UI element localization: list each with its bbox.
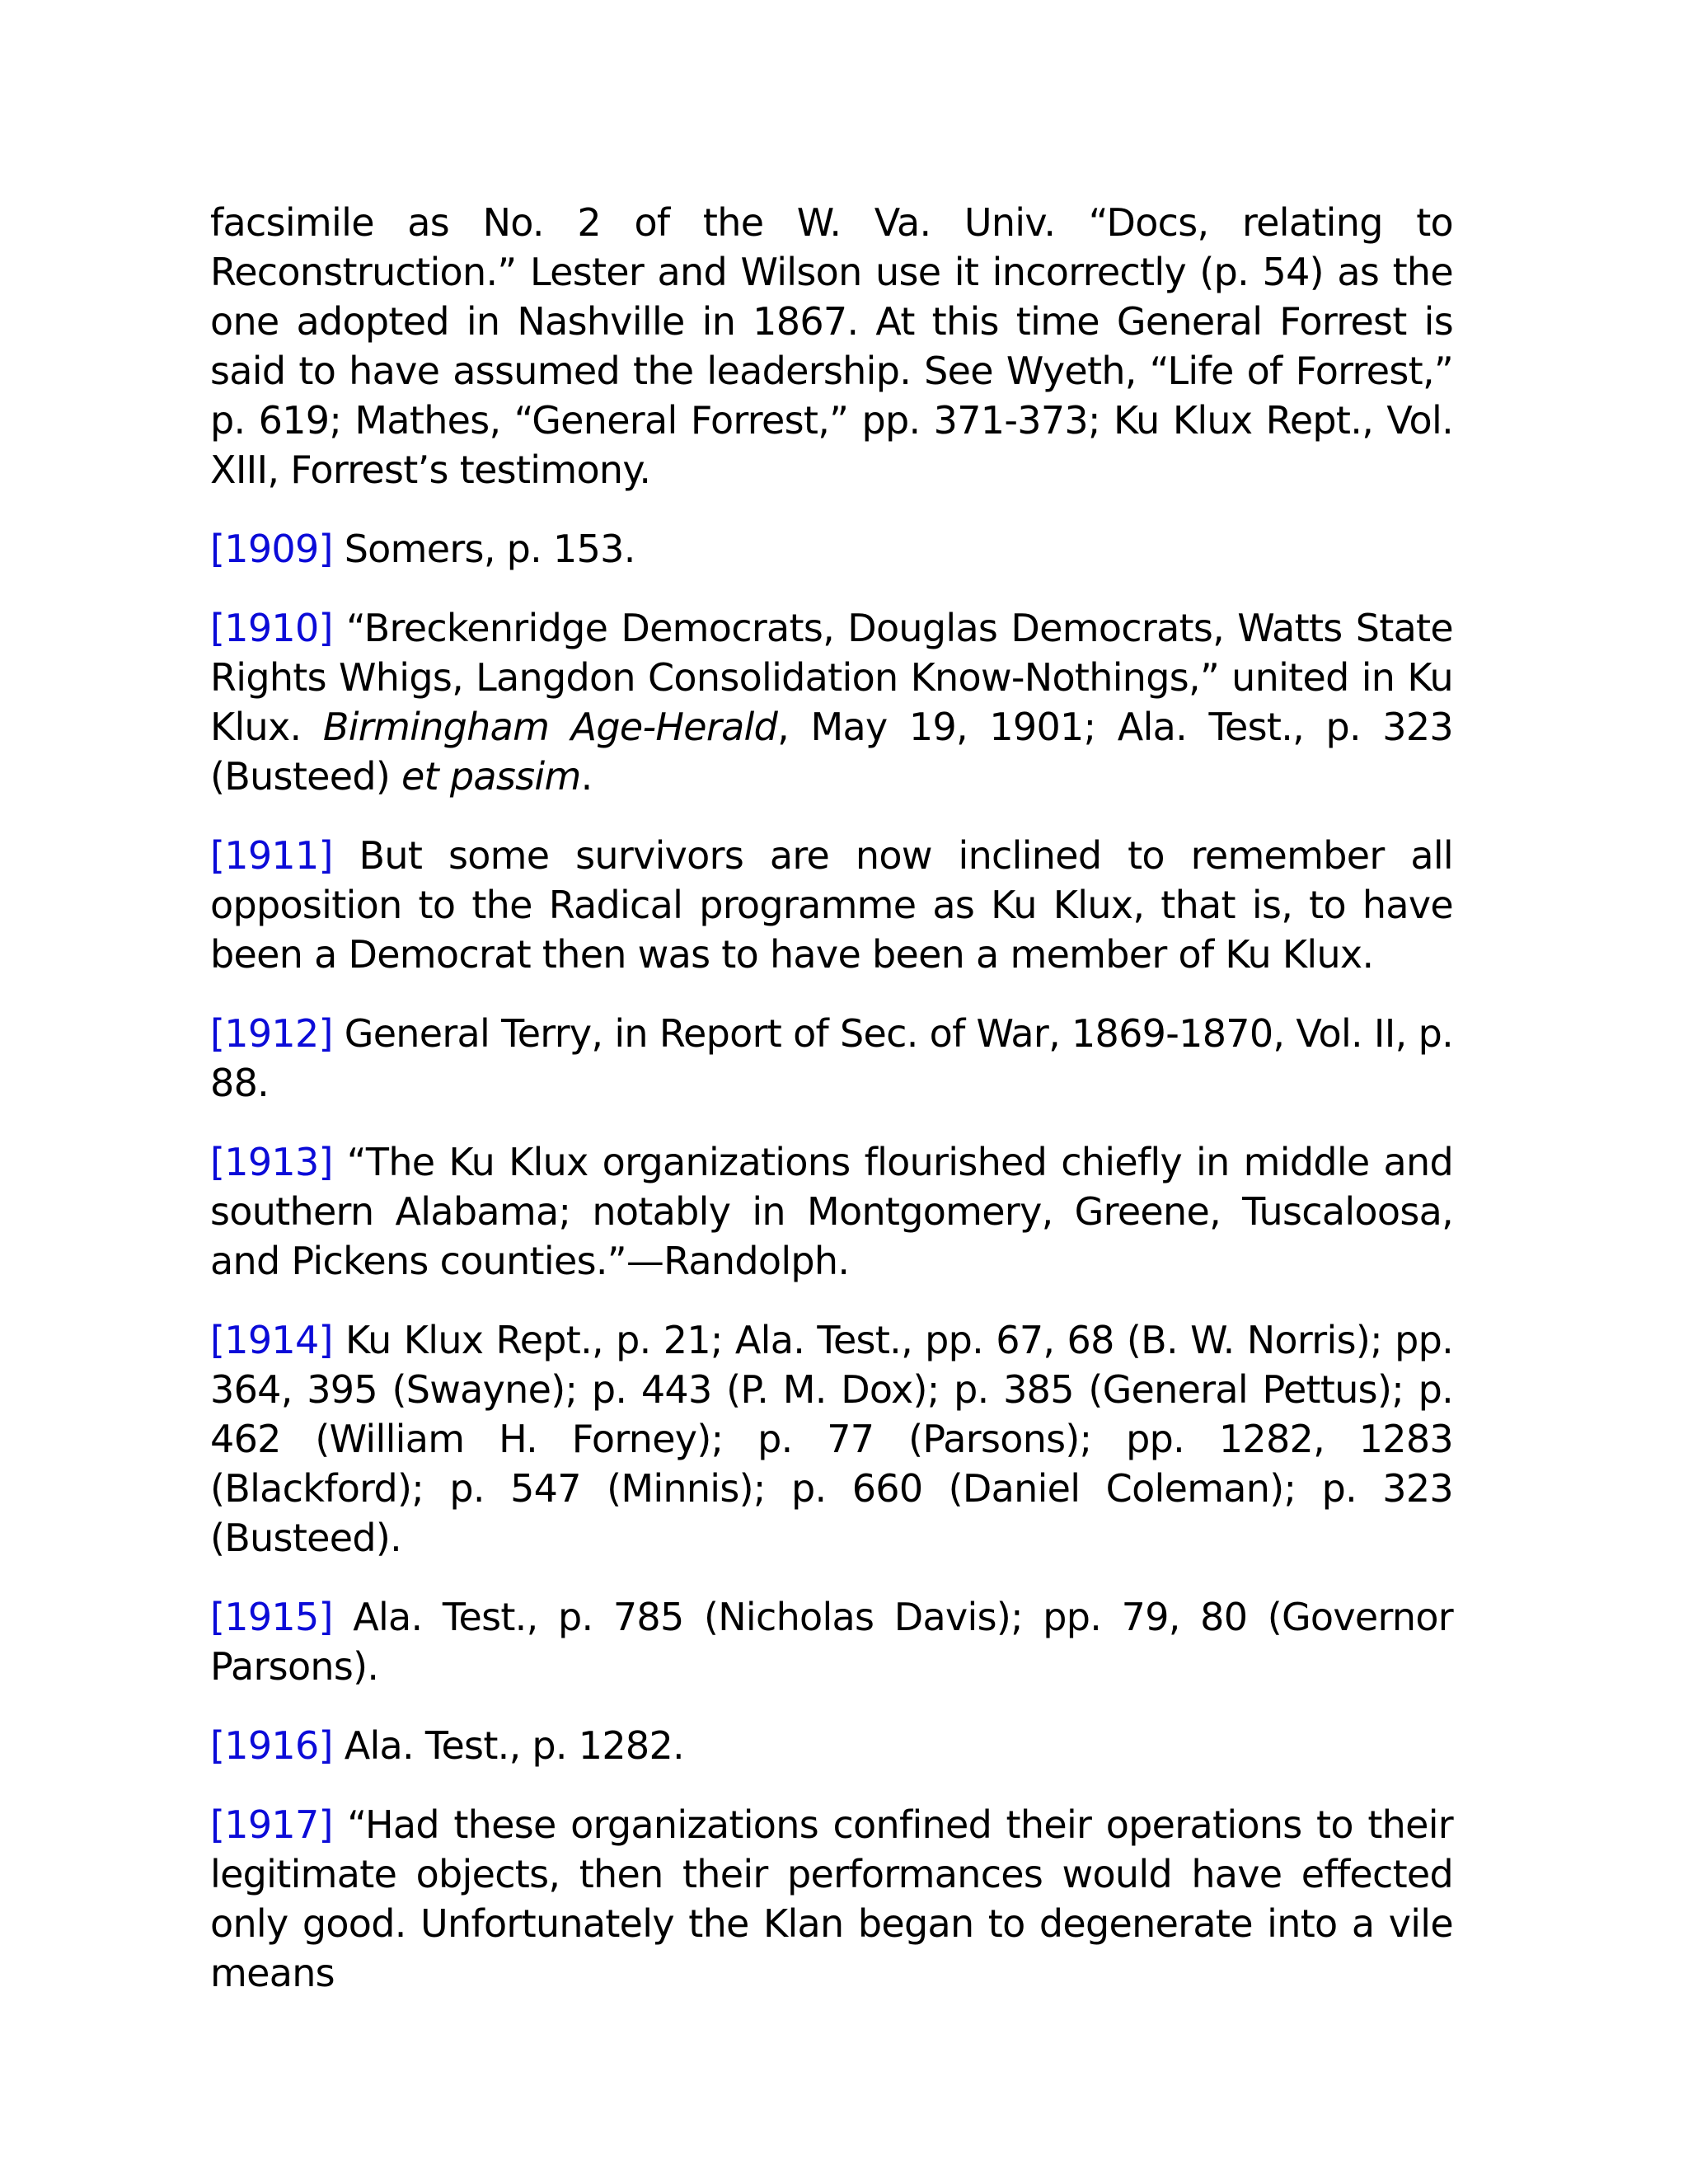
footnote-text: General Terry, in Report of Sec. of War, 1869-1870, Vol. II, p. 88. <box>210 1011 1453 1105</box>
footnote-text: “Had these organizations confined their operations to their legitimate objects, then their performances would have effected only good. Unfortunately the Klan began to degenerate into a vile means <box>210 1802 1453 1995</box>
footnote-text: Ala. Test., p. 1282. <box>332 1723 684 1768</box>
footnote-ref-link[interactable]: [1914] <box>210 1318 333 1362</box>
footnote-ref-link[interactable]: [1911] <box>210 833 333 878</box>
footnote <box>210 603 1453 801</box>
footnote-ref-link[interactable]: [1913] <box>210 1140 333 1184</box>
footnote-text: Ala. Test., p. 785 (Nicholas Davis); pp. 79, 80 (Governor Parsons). <box>210 1595 1453 1689</box>
footnote-ref-link[interactable]: [1917] <box>210 1802 333 1847</box>
footnote-ref-link[interactable]: [1916] <box>210 1723 333 1768</box>
footnotes-page <box>210 198 1453 2027</box>
footnote-ref-link[interactable]: [1910] <box>210 606 333 650</box>
footnote <box>210 1721 1453 1770</box>
footnote <box>210 1800 1453 1998</box>
footnote-text: . <box>580 754 593 799</box>
footnote-italic-text: et passim <box>401 754 581 799</box>
footnote-text: But some survivors are now inclined to remember all opposition to the Radical programme as Ku Klux, that is, to have been a Democrat then was to have been a member of Ku Klux. <box>210 833 1453 977</box>
footnote-text: “Breckenridge Democrats, Douglas Democrats, Watts State Rights Whigs, Langdon Consolidation Know-Nothings,” united in Ku Klux. <box>210 606 1453 749</box>
footnote-italic-text: Birmingham Age-Herald <box>322 705 778 749</box>
footnote-ref-link[interactable]: [1912] <box>210 1011 333 1056</box>
footnote-text: Ku Klux Rept., p. 21; Ala. Test., pp. 67, 68 (B. W. Norris); pp. 364, 395 (Swayne); p. 443 (P. M. Dox); p. 385 (General Pettus); p. 462 (William H. Forney); p. 77 (Parsons); pp. 1282, 1283 (Blackford); p. 547 (Minnis); p. 660 (Daniel Coleman); p. 323 (Busteed). <box>210 1318 1453 1560</box>
footnote <box>210 1315 1453 1563</box>
footnote-ref-link[interactable]: [1915] <box>210 1595 333 1639</box>
footnote <box>210 198 1453 494</box>
footnote <box>210 1009 1453 1108</box>
footnote <box>210 524 1453 574</box>
footnote <box>210 831 1453 979</box>
footnote <box>210 1137 1453 1286</box>
footnote-text: Somers, p. 153. <box>332 527 635 571</box>
footnote-text: facsimile as No. 2 of the W. Va. Univ. “Docs, relating to Reconstruction.” Lester and Wilson use it incorrectly (p. 54) as the one adopted in Nashville in 1867. At this time General Forrest is said to have assumed the leadership. See Wyeth, “Life of Forrest,” p. 619; Mathes, “General Forrest,” pp. 371-373; Ku Klux Rept., Vol. XIII, Forrest’s testimony. <box>210 200 1453 492</box>
footnote-ref-link[interactable]: [1909] <box>210 527 333 571</box>
footnote-text: “The Ku Klux organizations flourished chiefly in middle and southern Alabama; notably in Montgomery, Greene, Tuscaloosa, and Pickens counties.”—Randolph. <box>210 1140 1453 1283</box>
footnote-text: , May 19, 1901; Ala. Test., p. 323 (Busteed) <box>210 705 1454 799</box>
footnote <box>210 1592 1453 1691</box>
